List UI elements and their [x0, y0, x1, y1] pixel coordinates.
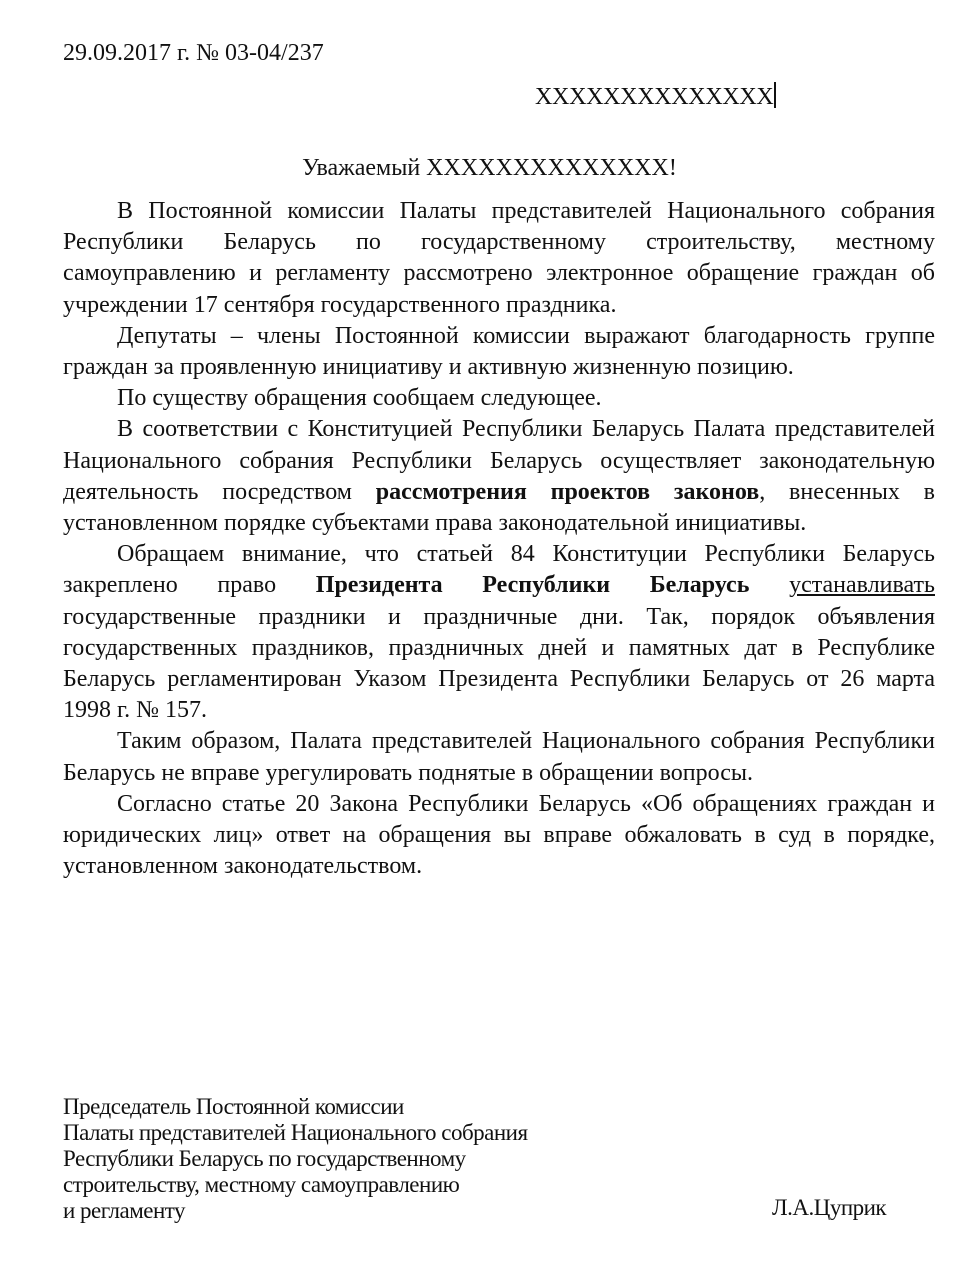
- signature-line: Республики Беларусь по государственному: [63, 1146, 466, 1171]
- paragraph-7: Согласно статье 20 Закона Республики Беларусь «Об обращениях граждан и юридических лиц» ответ на обращения вы вправе обжаловать в суд в порядке, установленном законодательством.: [63, 790, 935, 880]
- paragraph-5: [63, 539, 935, 726]
- p5-bold: Президента Республики Беларусь: [315, 572, 750, 599]
- p5-text-b: государственные праздники и праздничные дни. Так, порядок объявления государственных праздников, праздничных дней и памятных дат в Республике Беларусь регламентирован Указом Президента Республики Беларусь от 26 марта 1998 г. № 157.: [63, 603, 935, 724]
- paragraph-1: В Постоянной комиссии Палаты представителей Национального собрания Республики Беларусь по государственному строительству, местному самоуправлению и регламенту рассмотрено электронное обращение граждан об учреждении 17 сентября государственного праздника.: [63, 198, 935, 318]
- text-cursor: [774, 82, 776, 108]
- addressee-text: ХХХХХХХХХХХХХХ: [535, 84, 774, 110]
- signature-block: [63, 1094, 528, 1224]
- p5-underline: устанавливать: [789, 572, 935, 599]
- signature-line: и регламенту: [63, 1198, 186, 1223]
- p4-text-a: В соответствии с Конституцией Республики Беларусь Палата представителей Национального собрания Республики Беларусь осуществляет законодательную деятельность посредством: [63, 416, 935, 505]
- paragraph-4: [63, 414, 935, 539]
- salutation: Уважаемый ХХХХХХХХХХХХХХ!: [302, 155, 677, 181]
- paragraph-6: Таким образом, Палата представителей Национального собрания Республики Беларусь не вправе урегулировать поднятые в обращении вопросы.: [63, 728, 935, 786]
- signer-name: Л.А.Цуприк: [772, 1195, 887, 1220]
- signature-line: Председатель Постоянной комиссии: [63, 1094, 404, 1119]
- paragraph-2: Депутаты – члены Постоянной комиссии выражают благодарность группе граждан за проявленную инициативу и активную жизненную позицию.: [63, 322, 935, 381]
- signature-line: Палаты представителей Национального собрания: [63, 1120, 528, 1145]
- signature-line: строительству, местному самоуправлению: [63, 1172, 460, 1197]
- p5-text-a: Обращаем внимание, что статьей 84 Конституции Республики Беларусь закреплено право: [63, 541, 935, 599]
- p4-text-b: , внесенных в установленном порядке субъектами права законодательной инициативы.: [63, 478, 936, 537]
- addressee: [535, 82, 776, 111]
- document-number: 29.09.2017 г. № 03-04/237: [63, 40, 324, 66]
- letter-body: [63, 196, 935, 882]
- p4-bold: рассмотрения проектов законов: [375, 478, 760, 505]
- paragraph-3: По существу обращения сообщаем следующее.: [117, 385, 602, 412]
